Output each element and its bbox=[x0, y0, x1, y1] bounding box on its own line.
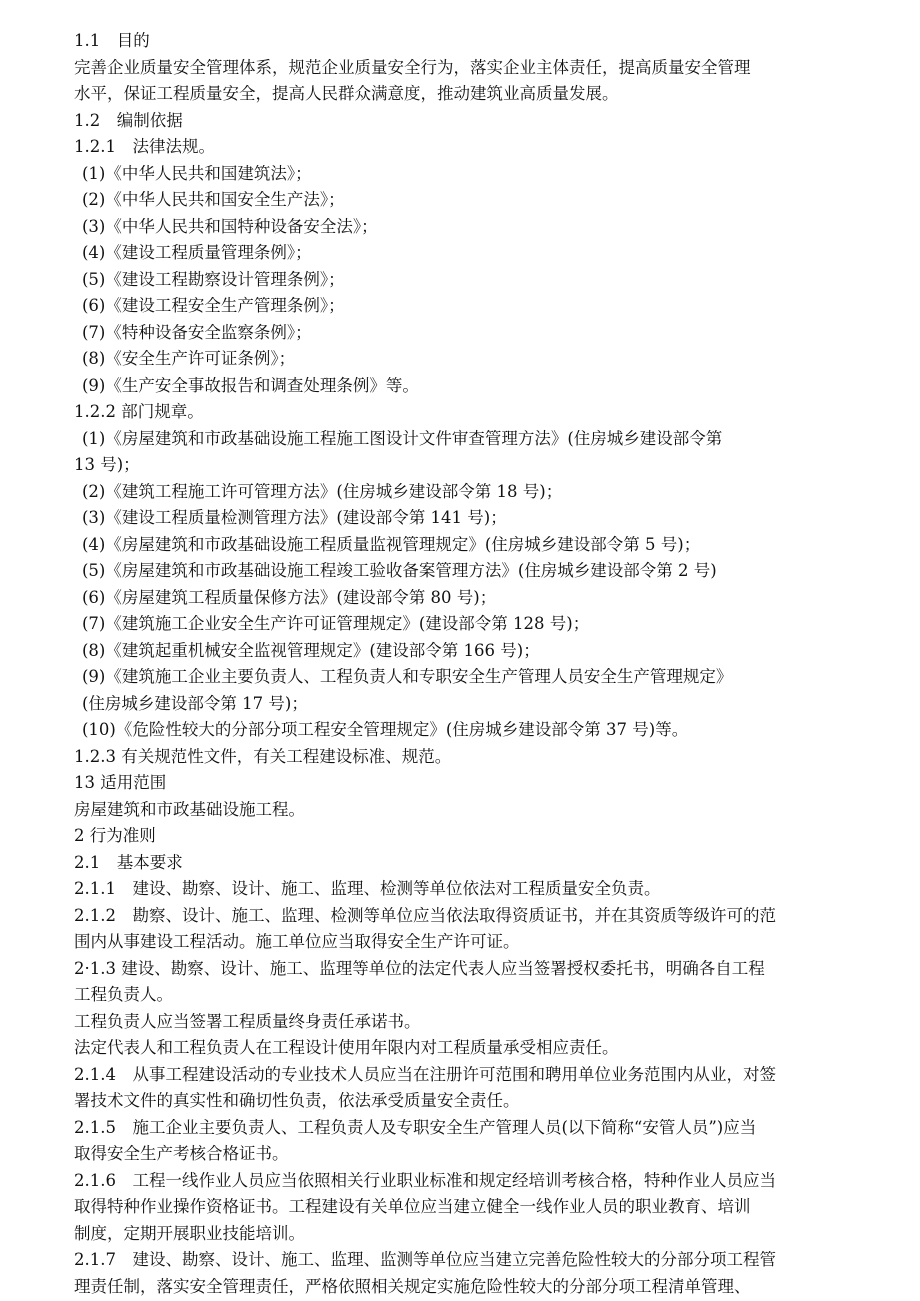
regulation-list-item: (2)《建筑工程施工许可管理方法》(住房城乡建设部令第 18 号)； bbox=[82, 481, 563, 501]
clause-line: 理责任制，落实安全管理责任，严格依照相关规定实施危险性较大的分部分项工程清单管理、 bbox=[74, 1276, 751, 1296]
law-list-item: (4)《建设工程质量管理条例》； bbox=[82, 243, 312, 262]
clause-line: 工程负责人应当签署工程质量终身责任承诺书。 bbox=[74, 1011, 421, 1031]
heading-1-3: 13 适用范围 bbox=[74, 773, 167, 792]
regulation-list-item: (6)《房屋建筑工程质量保修方法》(建设部令第 80 号)； bbox=[82, 587, 497, 607]
law-list-item: (9)《生产安全事故报告和调查处理条例》等。 bbox=[82, 375, 419, 395]
clause-line: 取得特种作业操作资格证书。工程建设有关单位应当建立健全一线作业人员的职业教育、培训 bbox=[74, 1197, 751, 1216]
regulation-list-item: (8)《建筑起重机械安全监视管理规定》(建设部令第 166 号)； bbox=[82, 640, 540, 660]
clause-line: 2.1.5 施工企业主要负责人、工程负责人及专职安全生产管理人员(以下简称“安管人员”)应当 bbox=[74, 1117, 757, 1137]
clause-line: 2.1.2 勘察、设计、施工、监理、检测等单位应当依法取得资质证书，并在其资质等级许可的范 bbox=[74, 905, 776, 925]
regulation-list-item: (9)《建筑施工企业主要负责人、工程负责人和专职安全生产管理人员安全生产管理规定》 bbox=[82, 667, 733, 686]
heading-2-1: 2.1 基本要求 bbox=[74, 852, 183, 872]
paragraph-line: 完善企业质量安全管理体系，规范企业质量安全行为，落实企业主体责任，提高质量安全管理 bbox=[74, 57, 751, 77]
clause-line: 2·1.3 建设、勘察、设计、施工、监理等单位的法定代表人应当签署授权委托书，明确各自工程 bbox=[74, 958, 765, 978]
regulation-list-item-continued: (住房城乡建设部令第 17 号)； bbox=[82, 693, 308, 713]
heading-1-1: 1.1 目的 bbox=[74, 31, 150, 50]
clause-line: 法定代表人和工程负责人在工程设计使用年限内对工程质量承受相应责任。 bbox=[74, 1038, 619, 1057]
clause-line: 工程负责人。 bbox=[74, 985, 173, 1004]
heading-1-2: 1.2 编制依据 bbox=[74, 110, 183, 130]
heading-1-2-2: 1.2.2 部门规章。 bbox=[74, 402, 204, 421]
heading-2: 2 行为准则 bbox=[74, 826, 156, 845]
law-list-item: (7)《特种设备安全监察条例》； bbox=[82, 322, 312, 342]
law-list-item: (8)《安全生产许可证条例》； bbox=[82, 349, 296, 368]
clause-line: 2.1.6 工程一线作业人员应当依照相关行业职业标准和规定经培训考核合格，特种作业人员应当 bbox=[74, 1170, 776, 1190]
clause-line: 2.1.7 建设、勘察、设计、施工、监理、监测等单位应当建立完善危险性较大的分部分项工程管 bbox=[74, 1250, 776, 1269]
law-list-item: (6)《建设工程安全生产管理条例》； bbox=[82, 296, 345, 315]
clause-line: 2.1.1 建设、勘察、设计、施工、监理、检测等单位依法对工程质量安全负责。 bbox=[74, 879, 661, 898]
regulation-list-item: (10)《危险性较大的分部分项工程安全管理规定》(住房城乡建设部令第 37 号)等。 bbox=[82, 720, 689, 739]
document-page bbox=[74, 28, 864, 1300]
law-list-item: (2)《中华人民共和国安全生产法》； bbox=[82, 190, 345, 209]
regulation-list-item: (3)《建设工程质量检测管理方法》(建设部令第 141 号)； bbox=[82, 508, 507, 527]
clause-line: 制度，定期开展职业技能培训。 bbox=[74, 1223, 305, 1243]
heading-1-2-3: 1.2.3 有关规范性文件，有关工程建设标准、规范。 bbox=[74, 746, 452, 766]
paragraph-line: 水平，保证工程质量安全，提高人民群众满意度，推动建筑业高质量发展。 bbox=[74, 84, 619, 103]
regulation-list-item: (5)《房屋建筑和市政基础设施工程竣工验收备案管理方法》(住房城乡建设部令第 2 号) bbox=[82, 561, 717, 580]
clause-line: 署技术文件的真实性和确切性负责，依法承受质量安全责任。 bbox=[74, 1091, 520, 1110]
clause-line: 围内从事建设工程活动。施工单位应当取得安全生产许可证。 bbox=[74, 932, 520, 951]
law-list-item: (3)《中华人民共和国特种设备安全法》； bbox=[82, 216, 378, 236]
regulation-list-item: (4)《房屋建筑和市政基础设施工程质量监视管理规定》(住房城乡建设部令第 5 号)； bbox=[82, 534, 701, 554]
regulation-list-item: (1)《房屋建筑和市政基础设施工程施工图设计文件审查管理方法》(住房城乡建设部令第 bbox=[82, 428, 723, 448]
law-list-item: (5)《建设工程勘察设计管理条例》； bbox=[82, 269, 345, 289]
clause-line: 取得安全生产考核合格证书。 bbox=[74, 1144, 289, 1163]
heading-1-2-1: 1.2.1 法律法规。 bbox=[74, 137, 215, 156]
clause-line: 2.1.4 从事工程建设活动的专业技术人员应当在注册许可范围和聘用单位业务范围内从业，对签 bbox=[74, 1064, 776, 1084]
law-list-item: (1)《中华人民共和国建筑法》； bbox=[82, 163, 312, 183]
paragraph-line: 房屋建筑和市政基础设施工程。 bbox=[74, 799, 305, 819]
regulation-list-item-continued: 13 号)； bbox=[74, 455, 140, 474]
regulation-list-item: (7)《建筑施工企业安全生产许可证管理规定》(建设部令第 128 号)； bbox=[82, 614, 590, 633]
